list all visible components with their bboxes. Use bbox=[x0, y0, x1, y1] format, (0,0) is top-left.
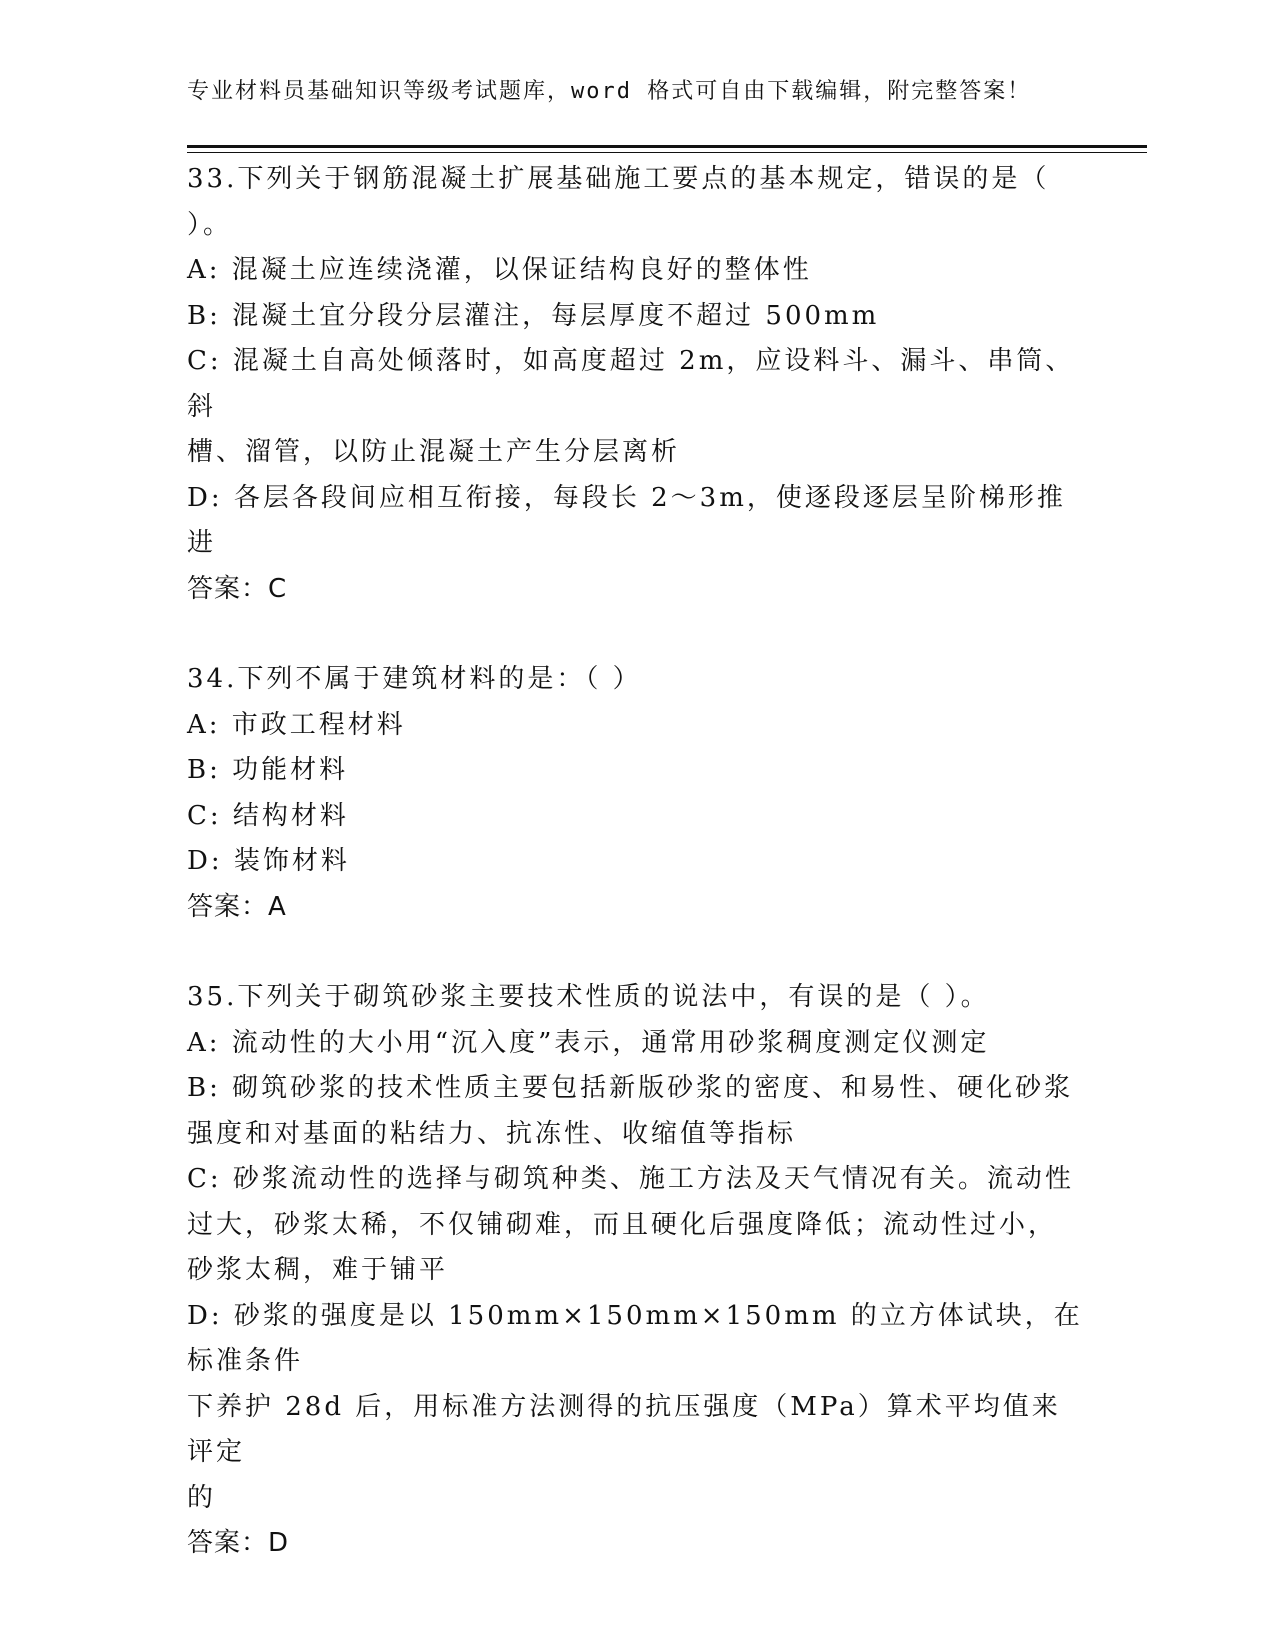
answer-label: 答案：D bbox=[187, 1528, 290, 1558]
option-b-continued: 强度和对基面的粘结力、抗冻性、收缩值等指标 bbox=[187, 1118, 797, 1149]
option-d: D: 各层各段间应相互衔接，每段长 2～3m，使逐段逐层呈阶梯形推进 bbox=[187, 482, 1066, 558]
answer-label: 答案：C bbox=[187, 573, 288, 604]
option-c-continued-1: 过大，砂浆太稀，不仅铺砌难，而且硬化后强度降低；流动性过小， bbox=[187, 1209, 1058, 1240]
option-b: B: 砌筑砂浆的技术性质主要包括新版砂浆的密度、和易性、硬化砂浆 bbox=[187, 1073, 1074, 1103]
header-rule-thick bbox=[187, 145, 1147, 148]
option-c-continued: 槽、溜管，以防止混凝土产生分层离析 bbox=[187, 437, 681, 467]
option-c-continued-2: 砂浆太稠，难于铺平 bbox=[187, 1255, 449, 1285]
question-stem: 34.下列不属于建筑材料的是：（ ） bbox=[187, 664, 642, 694]
question-stem: 35.下列关于砌筑砂浆主要技术性质的说法中，有误的是（ ）。 bbox=[187, 982, 990, 1012]
question-34 bbox=[187, 657, 1087, 930]
option-b: B: 功能材料 bbox=[187, 755, 349, 785]
option-a: A: 混凝土应连续浇灌，以保证结构良好的整体性 bbox=[187, 255, 812, 285]
question-stem-continued: ）。 bbox=[187, 209, 233, 240]
option-c: C: 混凝土自高处倾落时，如高度超过 2m，应设料斗、漏斗、串筒、斜 bbox=[187, 346, 1075, 422]
option-d-continued-2: 的 bbox=[187, 1482, 217, 1513]
answer-label: 答案：A bbox=[187, 891, 287, 922]
option-d: D: 砂浆的强度是以 150mm×150mm×150mm 的立方体试块，在标准条件 bbox=[187, 1300, 1083, 1376]
question-stem: 33.下列关于钢筋混凝土扩展基础施工要点的基本规定，错误的是（ bbox=[187, 164, 1050, 194]
page-header-text: 专业材料员基础知识等级考试题库，word 格式可自由下载编辑，附完整答案！ bbox=[187, 79, 1032, 104]
question-35 bbox=[187, 975, 1087, 1567]
option-c: C: 砂浆流动性的选择与砌筑种类、施工方法及天气情况有关。流动性 bbox=[187, 1164, 1074, 1194]
option-b: B: 混凝土宜分段分层灌注，每层厚度不超过 500mm bbox=[187, 300, 880, 331]
option-d: D: 装饰材料 bbox=[187, 846, 350, 876]
option-c: C: 结构材料 bbox=[187, 800, 349, 831]
option-a: A: 流动性的大小用“沉入度”表示，通常用砂浆稠度测定仪测定 bbox=[187, 1027, 990, 1058]
option-d-continued-1: 下养护 28d 后，用标准方法测得的抗压强度（MPa）算术平均值来评定 bbox=[187, 1391, 1061, 1467]
question-33 bbox=[187, 157, 1087, 612]
question-list bbox=[187, 157, 1087, 1567]
option-a: A: 市政工程材料 bbox=[187, 709, 406, 740]
header-rule-thin bbox=[187, 152, 1147, 153]
